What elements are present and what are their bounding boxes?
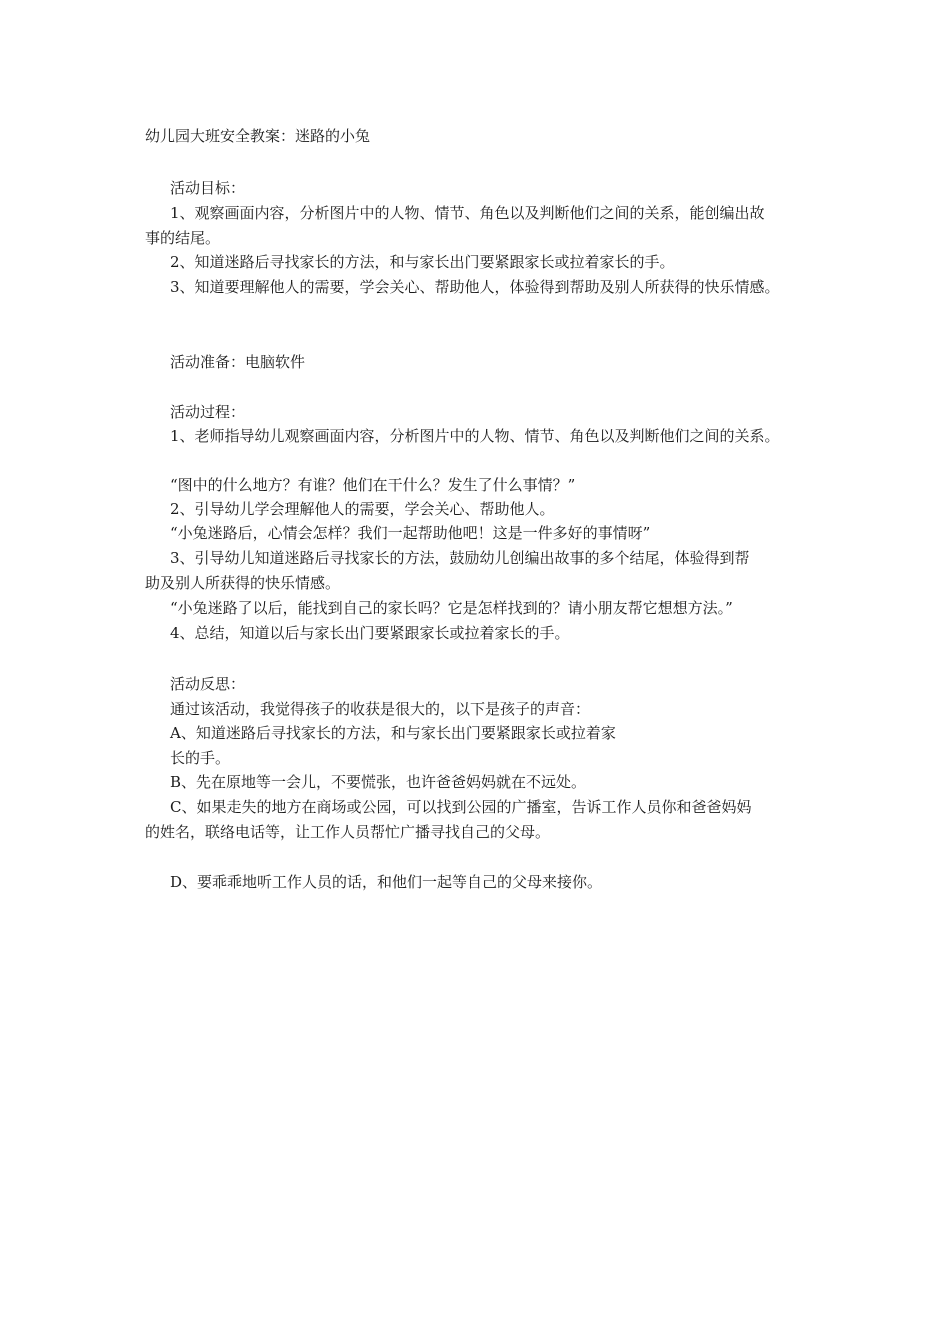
process-quote-2: “小兔迷路后，心情会怎样？我们一起帮助他吧！这是一件多好的事情呀”: [170, 524, 651, 542]
document-title: 幼儿园大班安全教案：迷路的小兔: [145, 127, 371, 145]
process-step-1: 1、老师指导幼儿观察画面内容，分析图片中的人物、情节、角色以及判断他们之间的关系。: [170, 427, 780, 445]
reflection-item-a-continuation: 长的手。: [170, 749, 231, 767]
goal-item-3: 3、知道要理解他人的需要，学会关心、帮助他人，体验得到帮助及别人所获得的快乐情感。: [170, 278, 780, 296]
process-step-3-continuation: 助及别人所获得的快乐情感。: [145, 574, 341, 592]
goal-item-2: 2、知道迷路后寻找家长的方法，和与家长出门要紧跟家长或拉着家长的手。: [170, 253, 675, 271]
reflection-item-b: B、先在原地等一会儿，不要慌张，也许爸爸妈妈就在不远处。: [170, 773, 587, 791]
goal-item-1: 1、观察画面内容，分析图片中的人物、情节、角色以及判断他们之间的关系，能创编出故: [170, 204, 765, 222]
reflection-heading: 活动反思：: [170, 675, 246, 693]
goal-item-1-continuation: 事的结尾。: [145, 229, 221, 247]
process-step-4: 4、总结，知道以后与家长出门要紧跟家长或拉着家长的手。: [170, 624, 570, 642]
process-quote-1: “图中的什么地方？有谁？他们在干什么？发生了什么事情？”: [170, 476, 576, 494]
process-quote-3: “小兔迷路了以后，能找到自己的家长吗？它是怎样找到的？请小朋友帮它想想方法。”: [170, 599, 733, 617]
process-step-3: 3、引导幼儿知道迷路后寻找家长的方法，鼓励幼儿创编出故事的多个结尾，体验得到帮: [170, 549, 750, 567]
preparation-line: 活动准备：电脑软件: [170, 353, 306, 371]
process-heading: 活动过程：: [170, 403, 246, 421]
goals-heading: 活动目标：: [170, 179, 246, 197]
process-step-2: 2、引导幼儿学会理解他人的需要，学会关心、帮助他人。: [170, 500, 555, 518]
reflection-intro: 通过该活动，我觉得孩子的收获是很大的，以下是孩子的声音：: [170, 700, 591, 718]
reflection-item-c-continuation: 的姓名，联络电话等，让工作人员帮忙广播寻找自己的父母。: [145, 823, 551, 841]
reflection-item-d: D、要乖乖地听工作人员的话，和他们一起等自己的父母来接你。: [170, 873, 603, 891]
reflection-item-c: C、如果走失的地方在商场或公园，可以找到公园的广播室，告诉工作人员你和爸爸妈妈: [170, 798, 752, 816]
reflection-item-a: A、知道迷路后寻找家长的方法，和与家长出门要紧跟家长或拉着家: [170, 724, 616, 742]
